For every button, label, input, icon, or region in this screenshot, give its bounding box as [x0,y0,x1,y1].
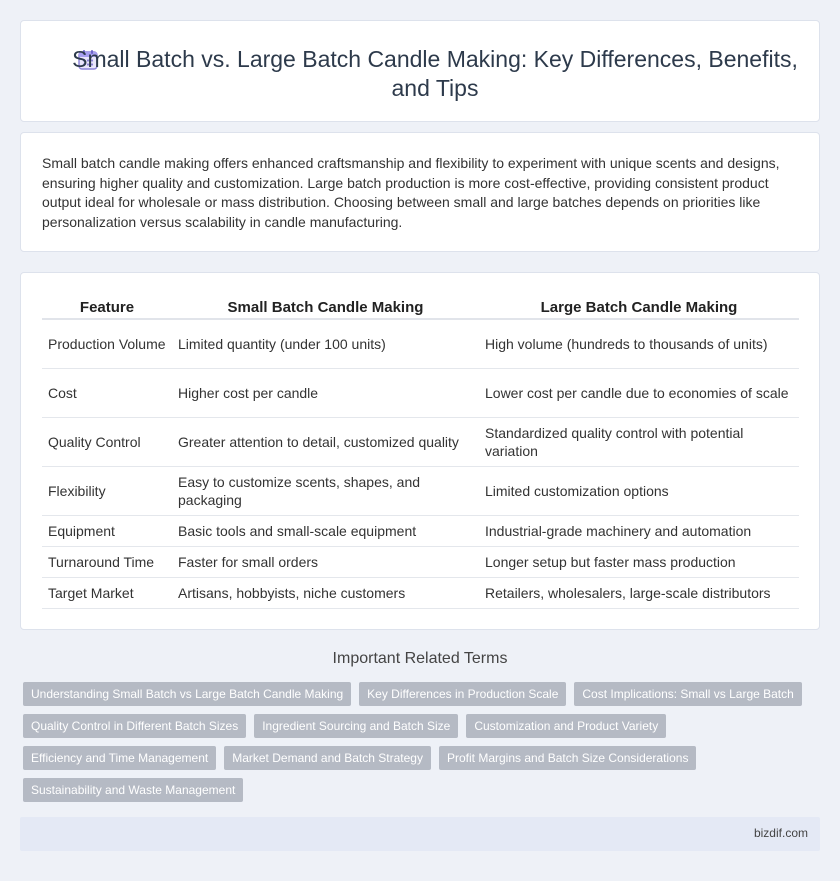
feature-cell: Production Volume [42,319,172,368]
small-batch-cell: Faster for small orders [172,546,479,577]
feature-cell: Flexibility [42,466,172,515]
header-small-batch: Small Batch Candle Making [172,295,479,319]
feature-cell: Quality Control [42,417,172,466]
footer [20,817,820,851]
table-header-row [42,295,799,319]
large-batch-cell: Standardized quality control with potential variation [479,417,799,466]
header-large-batch: Large Batch Candle Making [479,295,799,319]
related-term-tag[interactable]: Market Demand and Batch Strategy [224,746,431,770]
intro-card [20,132,820,252]
small-batch-cell: Basic tools and small-scale equipment [172,515,479,546]
feature-cell: Target Market [42,577,172,608]
table-row [42,577,799,608]
small-batch-cell: Limited quantity (under 100 units) [172,319,479,368]
large-batch-cell: High volume (hundreds to thousands of units) [479,319,799,368]
comparison-table [42,295,799,609]
large-batch-cell: Limited customization options [479,466,799,515]
table-row [42,515,799,546]
feature-cell: Cost [42,368,172,417]
feature-cell: Turnaround Time [42,546,172,577]
related-term-tag[interactable]: Profit Margins and Batch Size Considerations [439,746,696,770]
related-term-tag[interactable]: Efficiency and Time Management [23,746,216,770]
large-batch-cell: Longer setup but faster mass production [479,546,799,577]
large-batch-cell: Retailers, wholesalers, large-scale distributors [479,577,799,608]
comparison-card [20,272,820,630]
table-row [42,319,799,368]
page-title: Small Batch vs. Large Batch Candle Making: Key Differences, Benefits, and Tips [72,46,798,101]
footer-site-link[interactable]: bizdif.com [753,826,808,840]
large-batch-cell: Lower cost per candle due to economies of scale [479,368,799,417]
title-card [20,20,820,122]
small-batch-cell: Greater attention to detail, customized quality [172,417,479,466]
related-term-tag[interactable]: Sustainability and Waste Management [23,778,243,802]
related-term-tag[interactable]: Cost Implications: Small vs Large Batch [574,682,801,706]
related-term-tag[interactable]: Quality Control in Different Batch Sizes [23,714,246,738]
small-batch-cell: Artisans, hobbyists, niche customers [172,577,479,608]
large-batch-cell: Industrial-grade machinery and automation [479,515,799,546]
related-term-tag[interactable]: Customization and Product Variety [466,714,666,738]
table-row [42,466,799,515]
header-feature: Feature [42,295,172,319]
related-terms-list [23,682,803,802]
related-term-tag[interactable]: Ingredient Sourcing and Batch Size [254,714,458,738]
related-terms-title: Important Related Terms [332,650,508,667]
small-batch-cell: Easy to customize scents, shapes, and packaging [172,466,479,515]
table-row [42,546,799,577]
feature-cell: Equipment [42,515,172,546]
related-term-tag[interactable]: Understanding Small Batch vs Large Batch Candle Making [23,682,351,706]
small-batch-cell: Higher cost per candle [172,368,479,417]
related-term-tag[interactable]: Key Differences in Production Scale [359,682,566,706]
intro-paragraph: Small batch candle making offers enhanced craftsmanship and flexibility to experiment with unique scents and designs, ensuring higher quality and customization. Large batch production is more cost-effective, providing consistent product output ideal for wholesale or mass distribution. Choosing between small and large batches depends on priorities like personalization versus scalability in candle manufacturing. [42,155,780,230]
table-row [42,417,799,466]
table-row [42,368,799,417]
